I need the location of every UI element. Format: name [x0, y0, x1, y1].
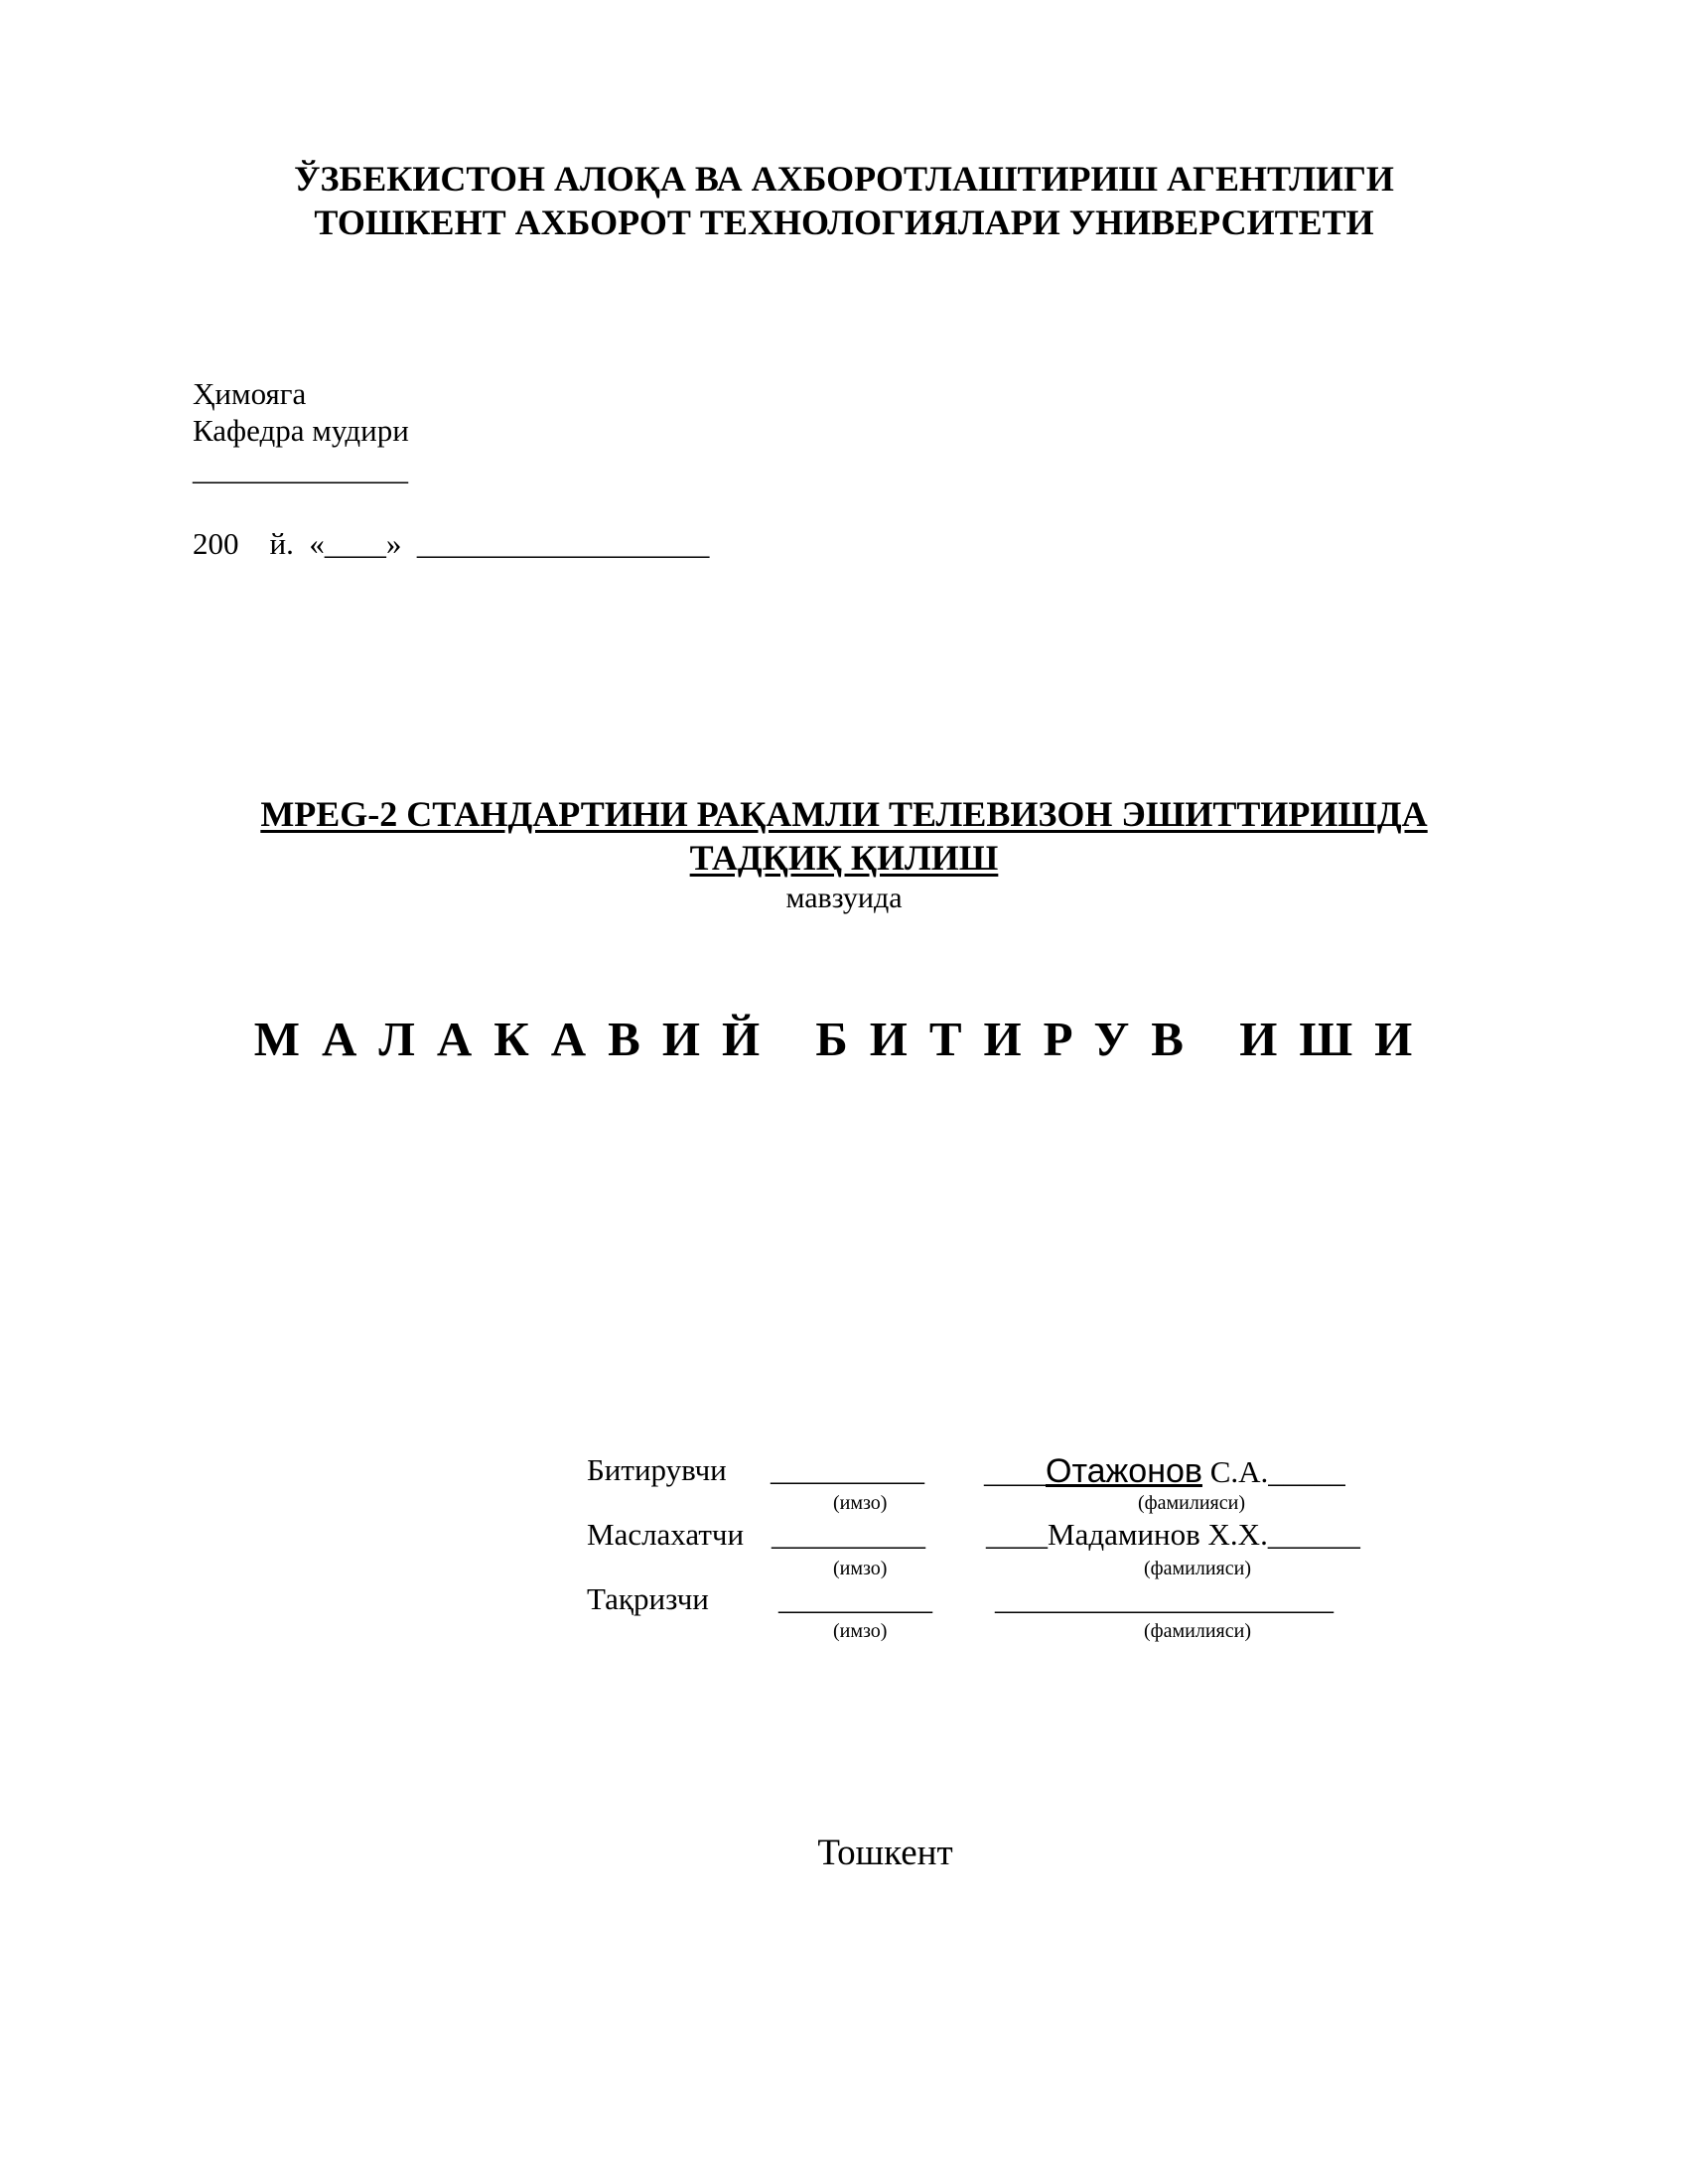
consultant-surname: Мадаминов Х.Х. [1048, 1517, 1268, 1552]
graduate-signature-caption: (имзо) [833, 1492, 888, 1514]
graduate-surname: Отажонов [1046, 1452, 1202, 1490]
date-fields: й. «____» ___________________ [269, 526, 710, 561]
approval-label: Ҳимояга [193, 376, 307, 411]
graduate-name-caption: (фамилияси) [1138, 1492, 1245, 1514]
reviewer-signature-line: __________ [778, 1581, 932, 1616]
consultant-label: Маслахатчи [587, 1517, 745, 1552]
reviewer-label: Тақризчи [587, 1581, 709, 1616]
reviewer-signature-caption: (имзо) [833, 1620, 888, 1642]
consultant-signature-line: __________ [772, 1517, 925, 1552]
topic-title-line-2: ТАДҚИҚ ҚИЛИШ [689, 838, 999, 878]
graduate-name-prefix: ____ [984, 1454, 1046, 1489]
reviewer-name-line: ______________________ [995, 1581, 1334, 1616]
consultant-name-prefix: ____ [986, 1517, 1048, 1552]
document-type-title: МАЛАКАВИЙ БИТИРУВ ИШИ [253, 1012, 1435, 1066]
consultant-signature-caption: (имзо) [833, 1558, 888, 1579]
graduate-label: Битирувчи [587, 1452, 727, 1487]
graduate-name [984, 1452, 1345, 1491]
consultant-name-caption: (фамилияси) [1144, 1558, 1251, 1579]
graduate-signature-line: __________ [771, 1452, 924, 1487]
graduate-initials: С.А._____ [1201, 1454, 1345, 1489]
consultant-name [986, 1517, 1360, 1553]
department-head-label: Кафедра мудири [193, 413, 409, 448]
organization-line-1: ЎЗБЕКИСТОН АЛОҚА ВА АХБОРОТЛАШТИРИШ АГЕНТЛИГИ [294, 159, 1394, 199]
consultant-name-trail: ______ [1267, 1517, 1360, 1552]
approval-date [193, 526, 709, 562]
reviewer-name-caption: (фамилияси) [1144, 1620, 1251, 1642]
topic-suffix: мавзуида [785, 882, 903, 914]
date-year: 200 [193, 526, 239, 561]
organization-line-2: ТОШКЕНТ АХБОРОТ ТЕХНОЛОГИЯЛАРИ УНИВЕРСИТЕТИ [314, 203, 1374, 242]
department-head-signature-line: ______________ [193, 452, 408, 486]
topic-title-line-1: MPEG-2 СТАНДАРТИНИ РАҚАМЛИ ТЕЛЕВИЗОН ЭШИТТИРИШДА [260, 794, 1428, 834]
city-name: Тошкент [817, 1833, 953, 1873]
